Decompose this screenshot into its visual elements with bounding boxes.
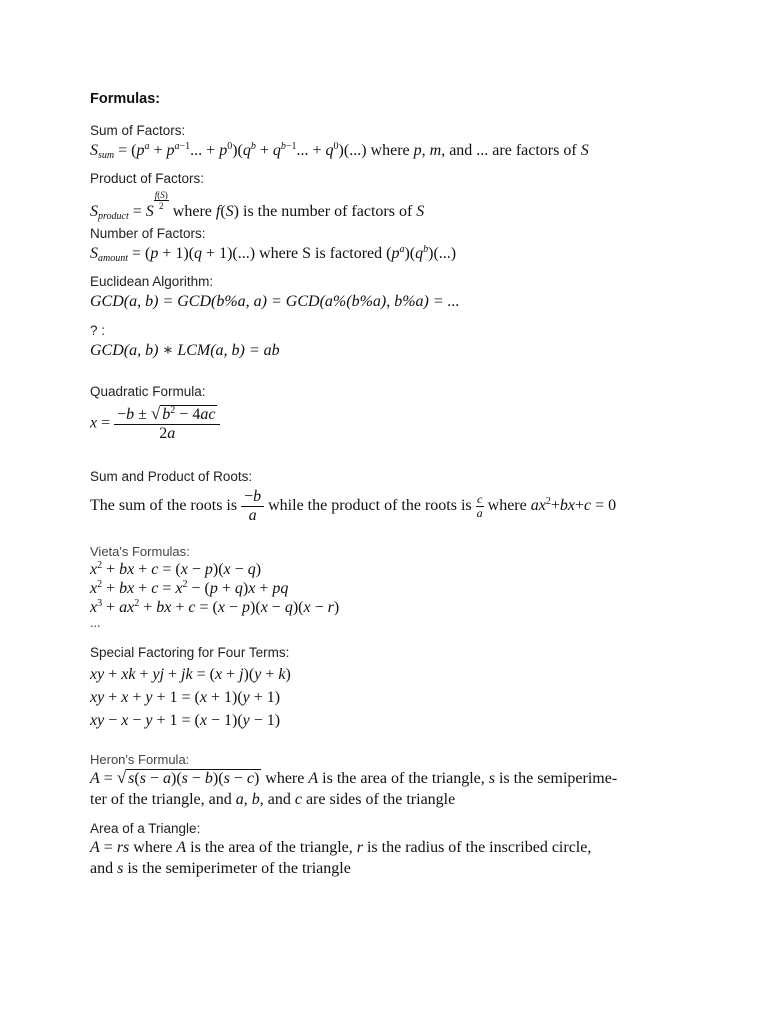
section-area-of-triangle (90, 821, 690, 879)
ellipsis: ... (90, 616, 101, 631)
formula-euclidean: GCD(a, b) = GCD(b%a, a) = GCD(a%(b%a), b%a) = ... (90, 293, 460, 310)
formula-number-of-factors: $S_{amount} = (p + 1)(q + 1)(...)$ where S is factored $(p^a)(q^b)(...)$ (90, 244, 457, 264)
section-label: Special Factoring for Four Terms: (90, 645, 290, 660)
section-label: Number of Factors: (90, 226, 206, 241)
section-label: Area of a Triangle: (90, 821, 201, 836)
section-label: Product of Factors: (90, 171, 205, 186)
formula-heron-line-2: ter of the triangle, and a, b, and c are sides of the triangle (90, 791, 456, 808)
page-title: Formulas: (90, 91, 161, 107)
section-gcd-lcm (90, 322, 690, 361)
section-vietas-formulas (90, 544, 690, 631)
formula-triangle-line-1: A = rs where A is the area of the triangle, r is the radius of the inscribed circle, (90, 839, 592, 856)
formula-product-of-factors: $S_{product} = S$ $\frac{f(S)}{2}$ where f(S) is the number of factors of S (90, 190, 425, 222)
formula-sum-of-factors: $S_{sum} = (p^a + p^{a-1}$... + $p^0)(q^b + q^{b-1}$... + $q^0)(...)$ where p, m, and ... are factors of S (90, 141, 589, 161)
section-label: Quadratic Formula: (90, 384, 206, 399)
section-label: Sum of Factors: (90, 123, 186, 138)
section-label: Heron's Formula: (90, 752, 190, 767)
section-label: Sum and Product of Roots: (90, 469, 253, 484)
section-quadratic-formula (90, 383, 690, 443)
section-label: ? : (90, 323, 106, 338)
section-sum-of-factors (90, 122, 690, 161)
formula-four-terms-3: xy − x − y + 1 = (x − 1)(y − 1) (90, 712, 281, 729)
formula-four-terms-2: xy + x + y + 1 = (x + 1)(y + 1) (90, 689, 281, 706)
section-sum-product-roots (90, 468, 690, 525)
section-number-of-factors (90, 225, 690, 264)
section-label: Euclidean Algorithm: (90, 274, 214, 289)
formula-triangle-line-2: and s is the semiperimeter of the triangle (90, 860, 351, 877)
formula-vieta-1: $x^2$ + bx + c = (x − p)(x − q) (90, 560, 262, 578)
section-herons-formula (90, 752, 690, 810)
section-product-of-factors (90, 170, 690, 222)
section-four-terms (90, 644, 690, 732)
formula-gcd-lcm: GCD(a, b) ∗ LCM(a, b) = ab (90, 342, 280, 359)
formula-quadratic: x = $\frac{-b \pm √ b^2 - 4ac}{2a}$ (90, 405, 690, 443)
section-euclidean-algorithm (90, 273, 690, 312)
section-label: Vieta's Formulas: (90, 544, 190, 559)
formula-vieta-3: $x^3 + ax^2$ + bx + c = (x − p)(x − q)(x − r) (90, 598, 340, 616)
formula-heron-line-1: A = √ s(s − a)(s − b)(s − c) where A is the area of the triangle, s is the semiperime- (90, 768, 618, 787)
formula-vieta-2: $x^2$ + bx + $c = x^2 - (p + q)x$ + pq (90, 579, 289, 597)
formula-four-terms-1: xy + xk + yj + jk = (x + j)(y + k) (90, 666, 291, 683)
formula-sum-product-roots: The sum of the roots is $\frac{-b}{a}$ while the product of the roots is $\frac{c}{a}$ where $ax^2+bx+c = 0$ (90, 488, 617, 524)
